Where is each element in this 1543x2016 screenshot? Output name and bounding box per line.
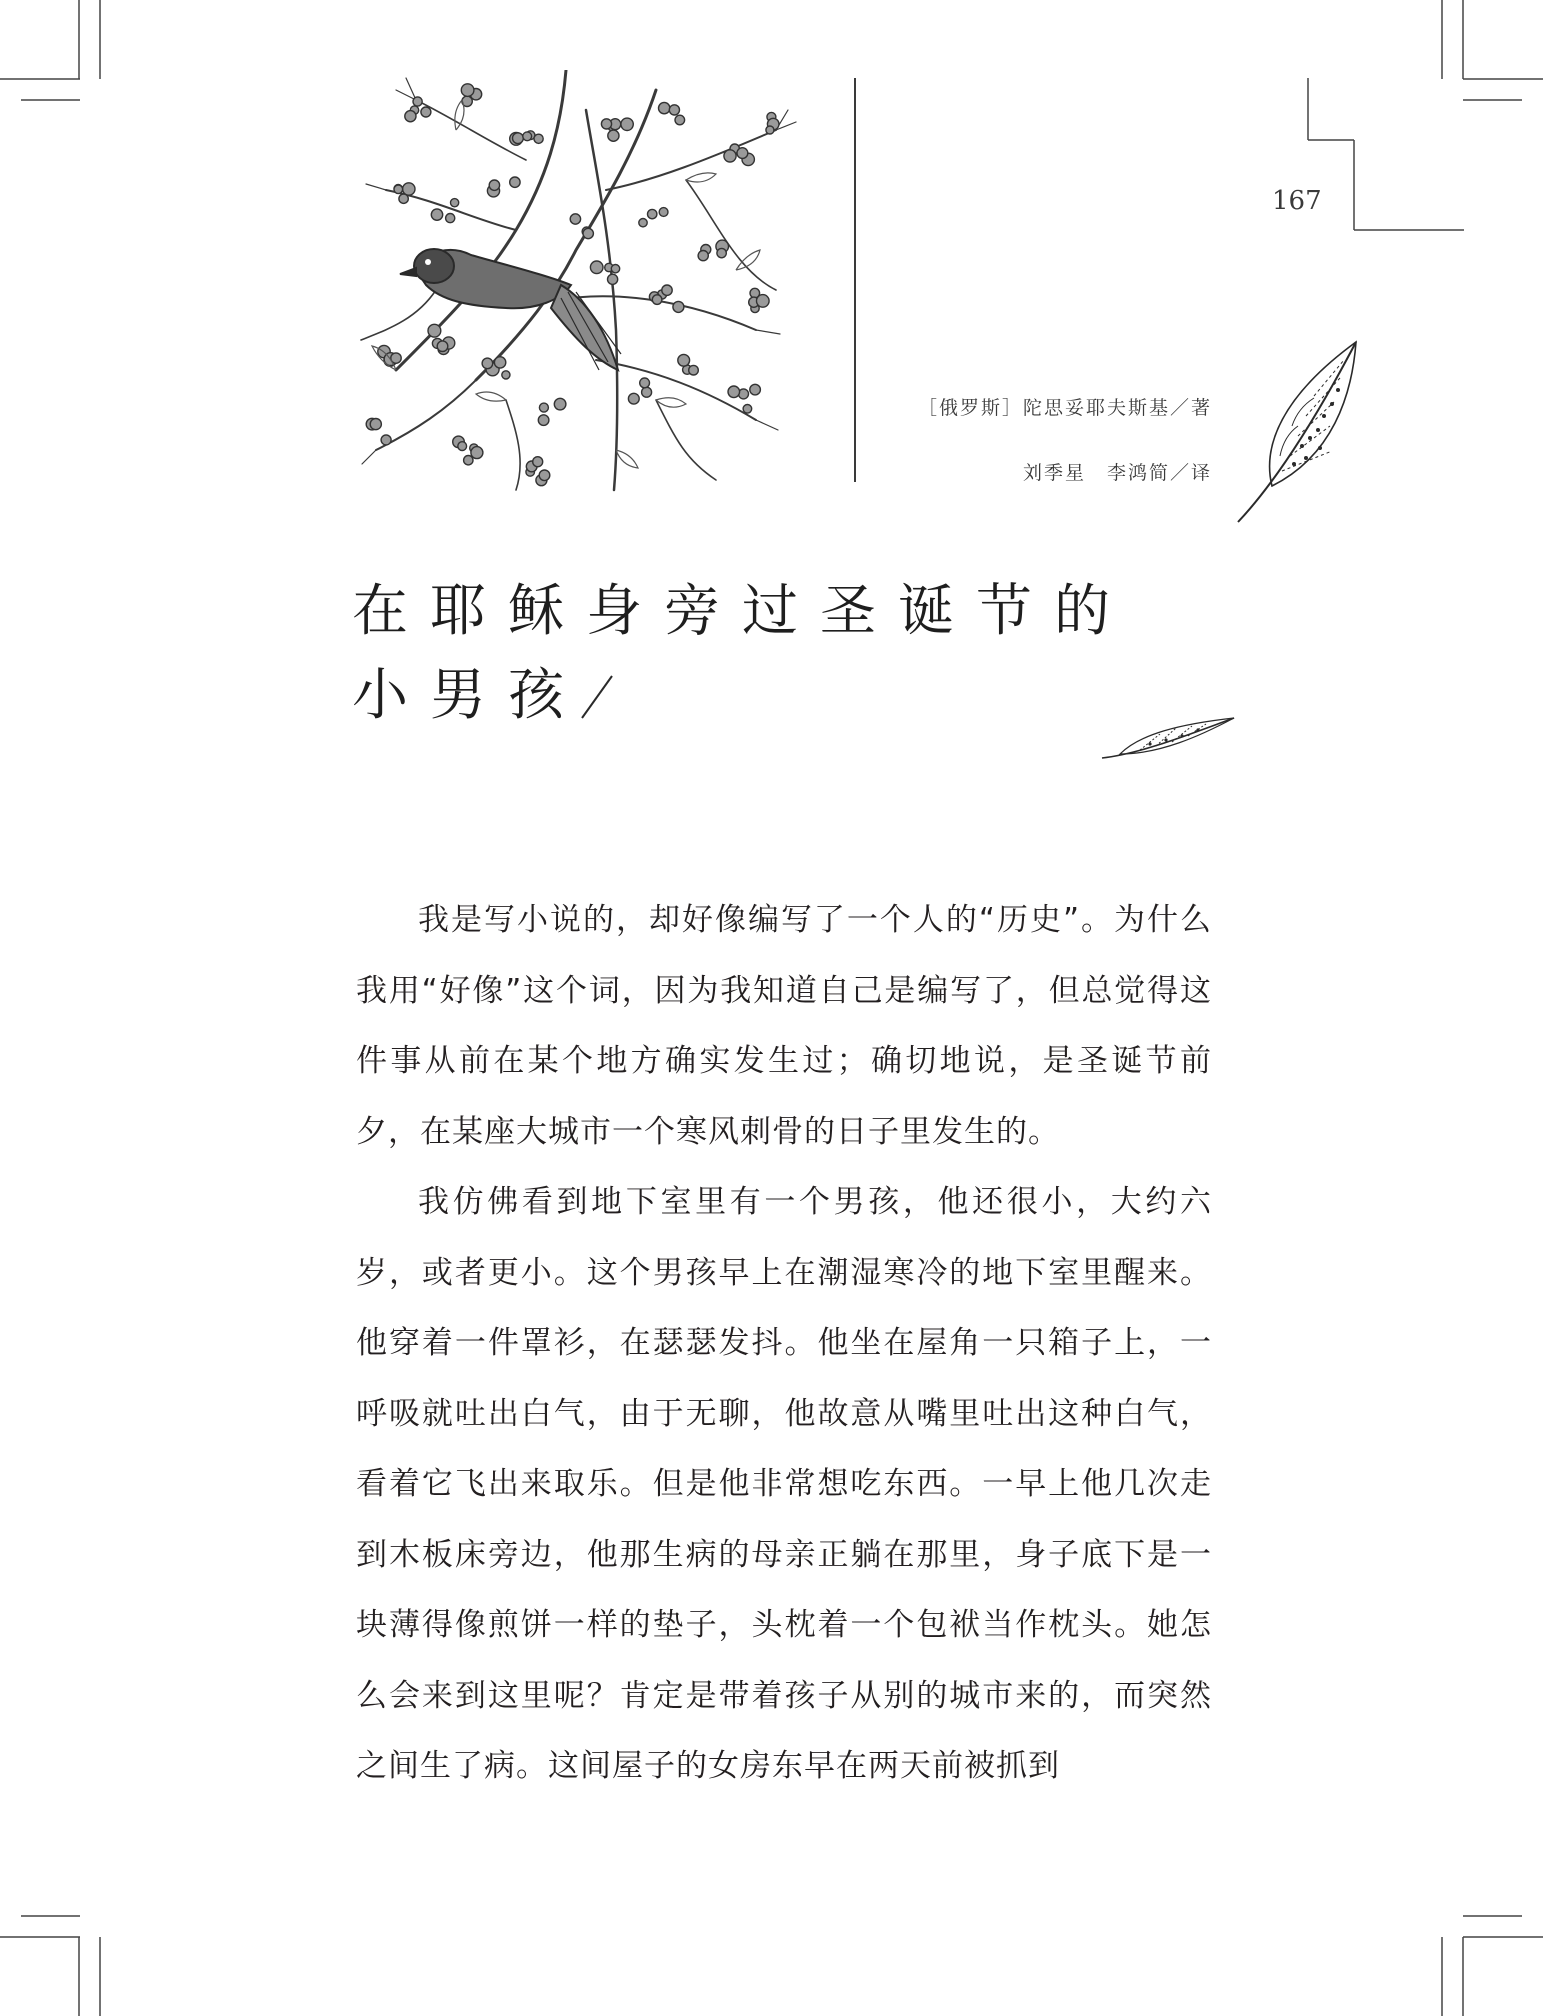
berry: [728, 386, 740, 398]
berry: [451, 199, 459, 207]
berry: [669, 105, 679, 115]
berry: [698, 251, 708, 261]
berry: [757, 295, 770, 308]
berry: [689, 365, 699, 375]
title-line-2-text: 小男孩: [352, 663, 586, 728]
berry: [554, 398, 566, 410]
berry: [471, 447, 483, 459]
berry: [494, 357, 505, 368]
title-line-1: 在耶稣身旁过圣诞节的: [352, 579, 1132, 644]
berry: [640, 378, 650, 388]
berry: [737, 148, 748, 159]
berry: [743, 405, 752, 414]
berry: [523, 132, 532, 141]
berry: [621, 118, 633, 130]
berry: [446, 214, 455, 223]
berry: [482, 358, 493, 369]
berry: [659, 208, 668, 217]
paragraph: 我仿佛看到地下室里有一个男孩，他还很小，大约六岁，或者更小。这个男孩早上在潮湿寒冷的地下室里醒来。他穿着一件罩衫，在瑟瑟发抖。他坐在屋角一只箱子上，一呼吸就吐出白气，由于无聊，他故意从嘴里吐出这种白气，看着它飞出来取乐。但是他非常想吃东西。一早上他几次走到木板床旁边，他那生病的母亲正躺在那里，身子底下是一块薄得像煎饼一样的垫子，头枕着一个包袱当作枕头。她怎么会来到这里呢？肯定是带着孩子从别的城市来的，而突然之间生了病。这间屋子的女房东早在两天前被抓到: [356, 1184, 1212, 1784]
berry: [461, 84, 474, 97]
berry: [750, 384, 761, 395]
berry: [570, 214, 580, 224]
berry: [413, 97, 422, 106]
slash-mark: [578, 666, 618, 722]
berry: [533, 457, 543, 467]
berry: [489, 180, 499, 190]
berry: [639, 219, 647, 227]
author-credit: ［俄罗斯］陀思妥耶夫斯基／著: [917, 397, 1212, 419]
berry: [510, 177, 520, 187]
berry: [608, 130, 619, 141]
story-body: [356, 885, 1212, 1802]
story-title: [352, 570, 1252, 738]
feather-icon: [1232, 336, 1362, 526]
berry: [652, 295, 662, 305]
berry: [675, 115, 685, 125]
berry: [513, 133, 524, 144]
berry: [428, 324, 441, 337]
berry: [590, 261, 603, 274]
berry: [502, 371, 510, 379]
berry: [431, 209, 442, 220]
berry: [724, 150, 736, 162]
berry: [628, 393, 639, 404]
berry: [608, 274, 618, 284]
berry: [642, 387, 652, 397]
berry: [421, 107, 431, 117]
berry: [717, 248, 726, 257]
berry: [458, 442, 467, 451]
berry: [659, 102, 670, 113]
berry: [437, 341, 448, 352]
berry: [405, 111, 416, 122]
berry: [399, 194, 408, 203]
translator-credit: 刘季星 李鸿简／译: [1022, 462, 1212, 484]
berry: [464, 456, 473, 465]
berry: [766, 126, 774, 134]
berry: [534, 134, 543, 143]
berry: [678, 354, 690, 366]
berry: [673, 301, 684, 312]
paragraph: 我是写小说的，却好像编写了一个人的“历史”。为什么我用“好像”这个词，因为我知道自己是编写了，但总觉得这件事从前在某个地方确实发生过；确切地说，是圣诞节前夕，在某座大城市一个寒风刺骨的日子里发生的。: [356, 902, 1212, 1150]
berry: [370, 419, 381, 430]
berry: [539, 470, 550, 481]
berry: [611, 265, 619, 273]
berry: [381, 435, 391, 445]
berry: [601, 119, 611, 129]
feather-icon: [1100, 714, 1236, 764]
berry: [648, 209, 657, 218]
page-number: 167: [1272, 186, 1322, 216]
berry: [403, 183, 415, 195]
berry: [539, 403, 548, 412]
berry: [394, 185, 403, 194]
bird-on-branch-illustration: [356, 70, 846, 500]
berry: [583, 228, 593, 238]
divider-line: [854, 78, 856, 482]
berry: [662, 285, 672, 295]
berry: [538, 415, 549, 426]
